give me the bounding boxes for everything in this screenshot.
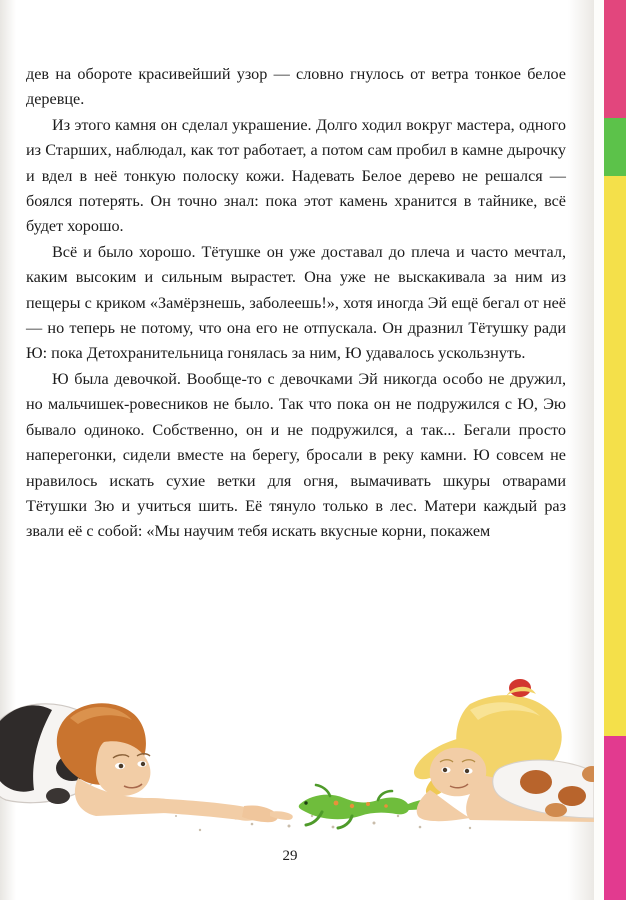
paragraph-3: Всё и было хорошо. Тётушке он уже доставал до плеча и часто мечтал, каким высоким и сильным вырастет. Она уже не выскакивала за ним из пещеры с криком «Замёрзнешь, заболеешь!», хотя иногда Эй ещё бегал от неё — но теперь не потому, что она его не отпускала. Он дразнил Тётушку ради Ю: пока Детохранительница гонялась за ним, Ю удавалось ускользнуть. bbox=[26, 242, 566, 363]
cover-band-green bbox=[604, 118, 626, 176]
cover-band-magenta bbox=[604, 736, 626, 900]
page-edge-gutter bbox=[594, 0, 604, 900]
cover-band-pink bbox=[604, 0, 626, 118]
illustration bbox=[0, 640, 594, 840]
paragraph-2: Из этого камня он сделал украшение. Долго ходил вокруг мастера, одного из Старших, наблюдал, как тот работает, а потом сам пробил в камне дырочку и вдел в неё тонкую полоску кожи. Надевать Белое дерево не решался — боялся потерять. Он точно знал: пока этот камень хранится в тайнике, всё будет хорошо. bbox=[26, 115, 566, 236]
paragraph-1: дев на обороте красивейший узор — словно гнулось от ветра тонкое белое деревце. bbox=[26, 65, 566, 109]
body-text bbox=[26, 62, 566, 545]
paragraph-4: Ю была девочкой. Вообще-то с девочками Эй никогда особо не дружил, но мальчишек-ровесников не было. Так что пока он не подружился с Ю, Эю бывало одиноко. Собственно, он и не подружился, а так... Бегали просто наперегонки, сидели вместе на берегу, бросали в реку камни. Ю совсем не нравилось искать сухие ветки для огня, вымачивать шкуры отварами Тётушки Зю и учиться шить. Её тянуло только в лес. Матери каждый раз звали её с собой: «Мы научим тебя искать вкусные корни, покажем bbox=[26, 369, 566, 541]
boy-left bbox=[57, 703, 293, 822]
cover-band-yellow bbox=[604, 176, 626, 736]
page-number: 29 bbox=[282, 848, 298, 864]
